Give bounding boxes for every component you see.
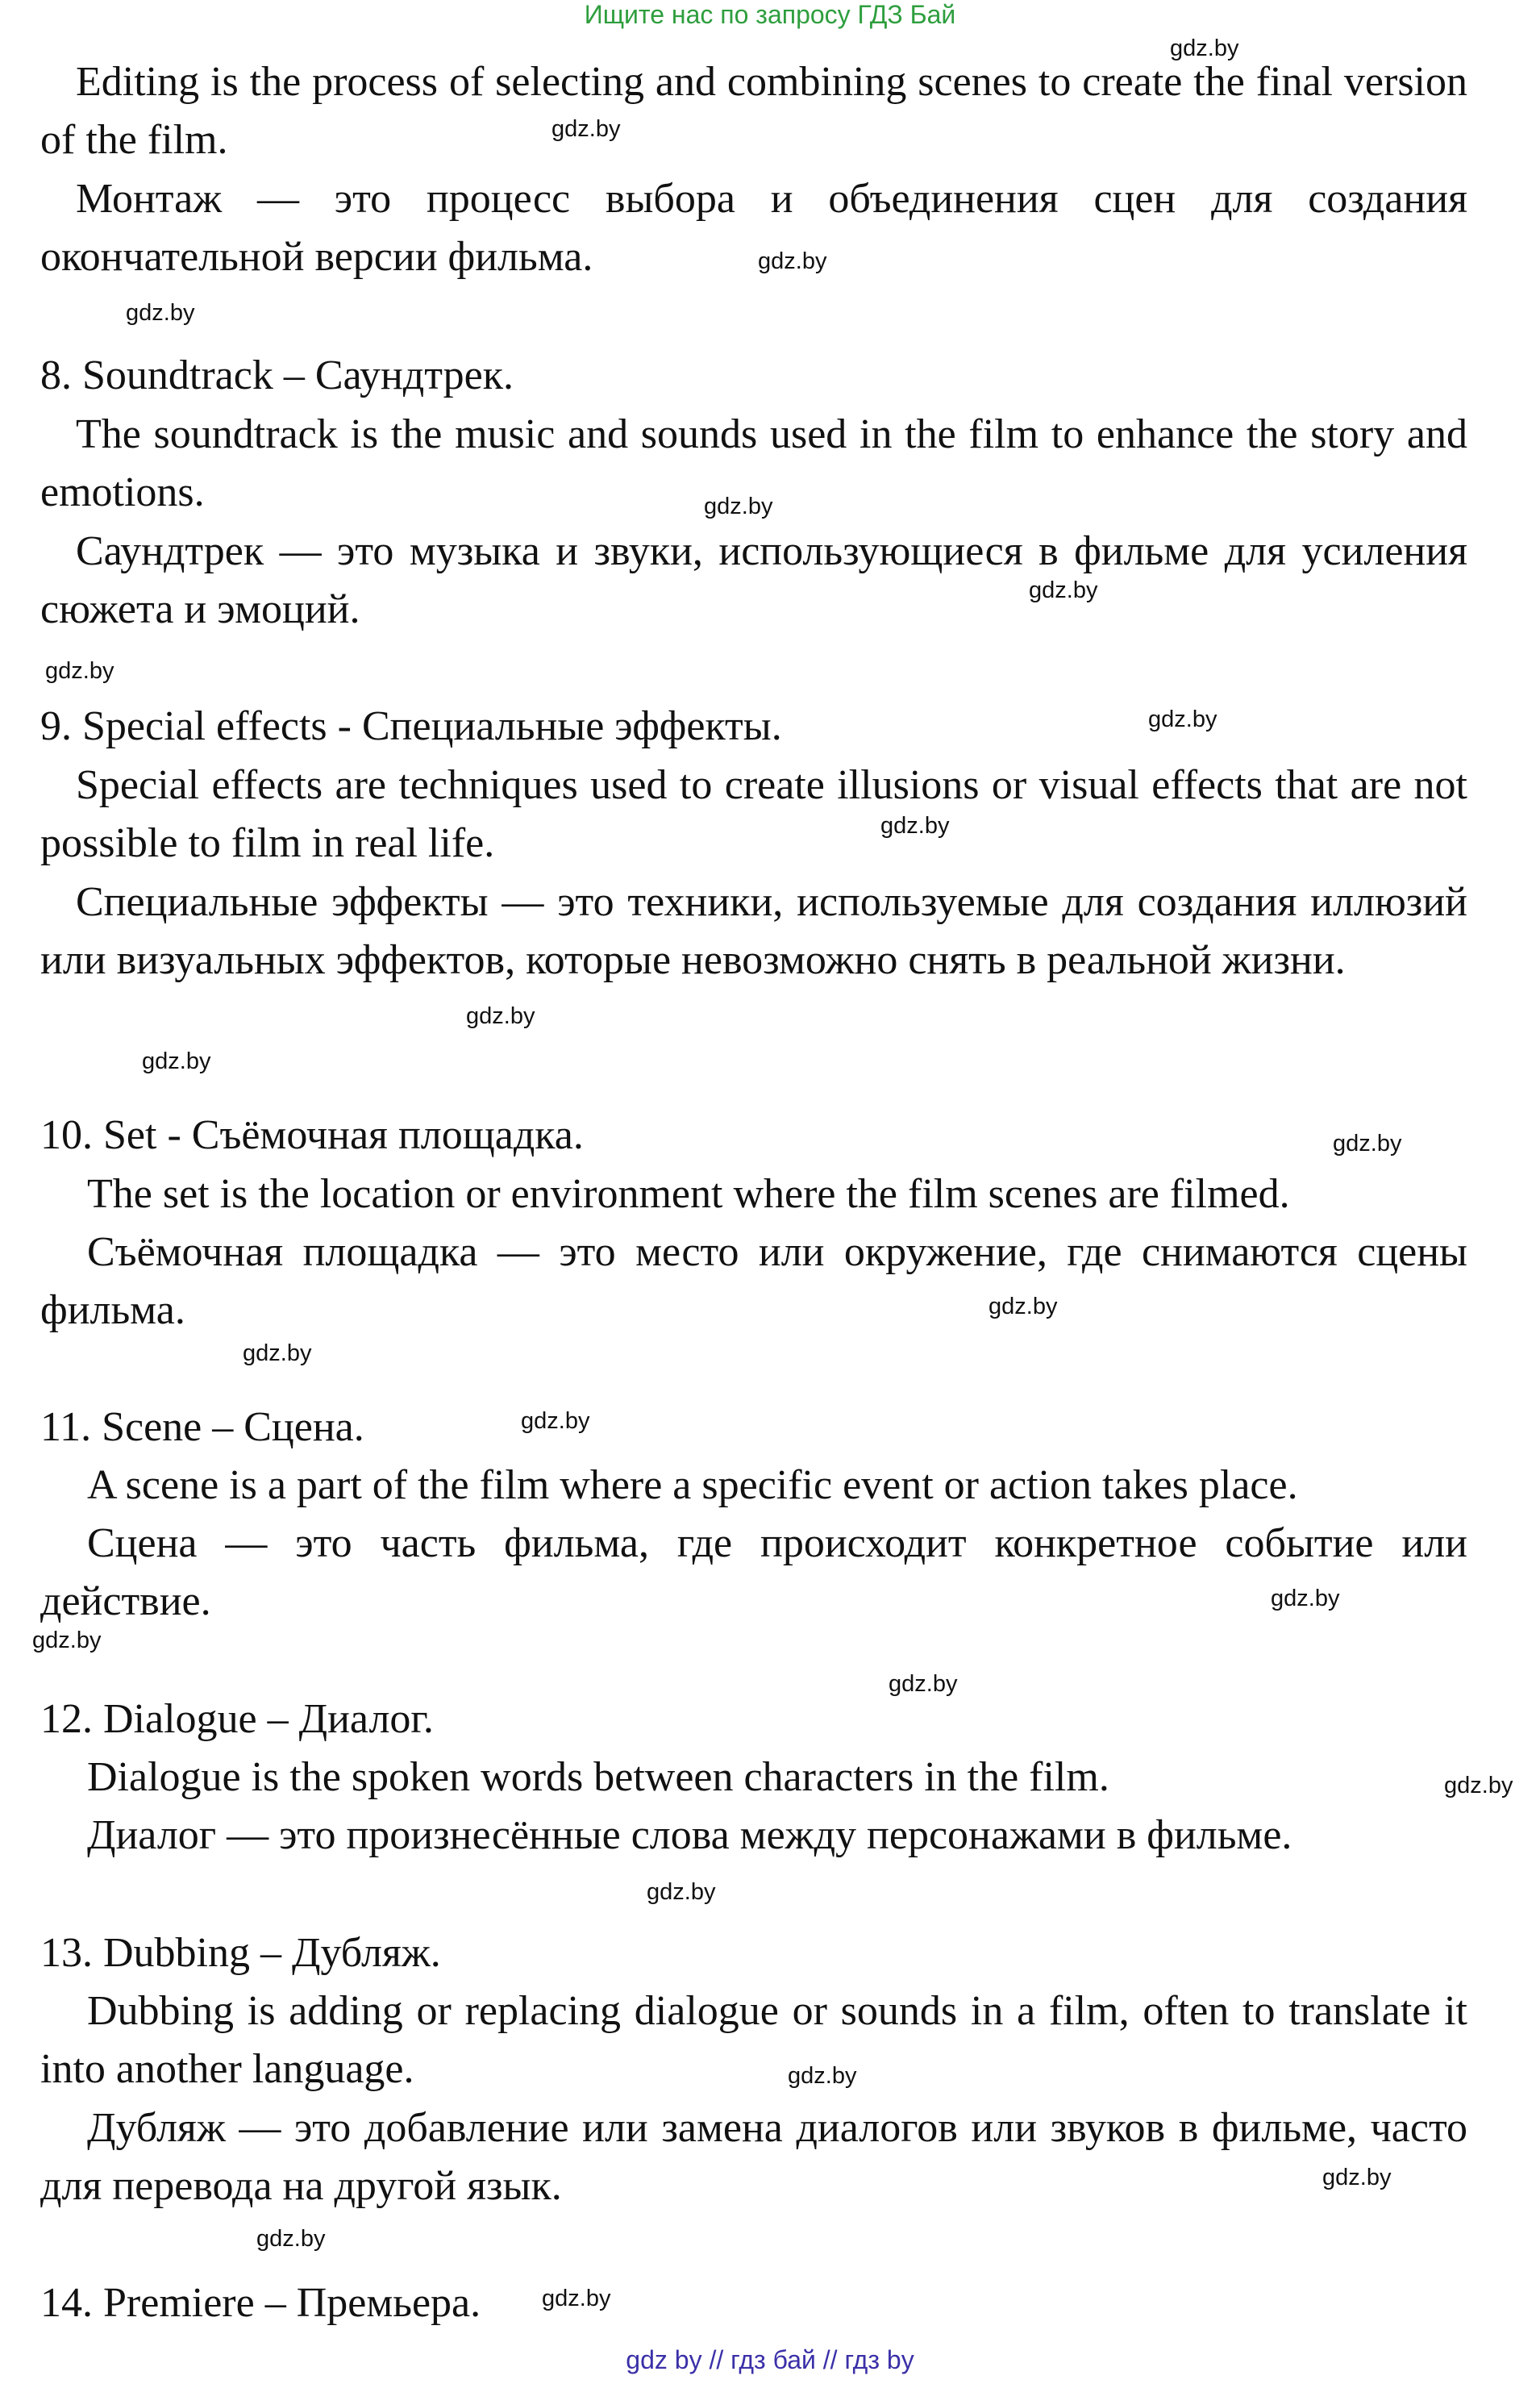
watermark: gdz.by — [1029, 577, 1098, 603]
watermark: gdz.by — [126, 300, 195, 326]
watermark: gdz.by — [32, 1628, 102, 1653]
watermark: gdz.by — [1333, 1131, 1402, 1157]
watermark: gdz.by — [551, 116, 621, 142]
footer-links: gdz by // гдз бай // гдз by — [626, 2345, 914, 2374]
item-heading-special-effects: 9. Special effects - Специальные эффекты. — [40, 703, 782, 749]
soundtrack-definition-en: The soundtrack is the music and sounds used in the film to enhance the story and emotions. — [40, 411, 1467, 515]
scene-definition-en: A scene is a part of the film where a specific event or action takes place. — [87, 1462, 1298, 1508]
item-heading-dubbing: 13. Dubbing – Дубляж. — [40, 1930, 441, 1976]
dialogue-definition-ru: Диалог — это произнесённые слова между персонажами в фильме. — [87, 1812, 1292, 1858]
dubbing-definition-ru: Дубляж — это добавление или замена диалогов или звуков в фильме, часто для перевода на другой язык. — [40, 2105, 1467, 2209]
watermark: gdz.by — [1170, 35, 1239, 61]
set-definition-ru: Съёмочная площадка — это место или окружение, где снимаются сцены фильма. — [40, 1229, 1467, 1333]
watermark: gdz.by — [1271, 1586, 1340, 1611]
item-heading-set: 10. Set - Съёмочная площадка. — [40, 1112, 584, 1158]
watermark: gdz.by — [45, 658, 114, 684]
watermark: gdz.by — [1148, 706, 1217, 732]
watermark: gdz.by — [989, 1294, 1058, 1319]
editing-definition-ru: Монтаж — это процесс выбора и объединения сцен для создания окончательной версии фильма. — [40, 176, 1467, 280]
item-heading-scene: 11. Scene – Сцена. — [40, 1404, 364, 1450]
scene-definition-ru: Сцена — это часть фильма, где происходит конкретное событие или действие. — [40, 1520, 1467, 1624]
watermark: gdz.by — [142, 1048, 211, 1074]
special-effects-definition-ru: Специальные эффекты — это техники, используемые для создания иллюзий или визуальных эффектов, которые невозможно снять в реальной жизни. — [40, 879, 1467, 983]
watermark: gdz.by — [758, 248, 827, 274]
watermark: gdz.by — [788, 2063, 857, 2089]
watermark: gdz.by — [243, 1340, 312, 1366]
watermark: gdz.by — [704, 494, 773, 519]
item-heading-dialogue: 12. Dialogue – Диалог. — [40, 1696, 434, 1742]
dialogue-definition-en: Dialogue is the spoken words between characters in the film. — [87, 1754, 1109, 1800]
dubbing-definition-en: Dubbing is adding or replacing dialogue or sounds in a film, often to translate it into another language. — [40, 1988, 1467, 2092]
watermark: gdz.by — [880, 813, 950, 839]
soundtrack-definition-ru: Саундтрек — это музыка и звуки, использующиеся в фильме для усиления сюжета и эмоций. — [40, 528, 1467, 632]
watermark: gdz.by — [466, 1003, 535, 1029]
item-heading-premiere: 14. Premiere – Премьера. — [40, 2280, 481, 2326]
watermark: gdz.by — [256, 2226, 326, 2252]
watermark: gdz.by — [1444, 1773, 1513, 1798]
watermark: gdz.by — [542, 2286, 611, 2311]
watermark: gdz.by — [521, 1408, 590, 1434]
editing-definition-en: Editing is the process of selecting and combining scenes to create the final version of the film. — [40, 59, 1467, 163]
item-heading-soundtrack: 8. Soundtrack – Саундтрек. — [40, 352, 514, 398]
watermark: gdz.by — [647, 1879, 716, 1905]
search-hint-header: Ищите нас по запросу ГДЗ Бай — [584, 0, 956, 29]
watermark: gdz.by — [1322, 2165, 1392, 2190]
watermark: gdz.by — [889, 1671, 958, 1697]
special-effects-definition-en: Special effects are techniques used to create illusions or visual effects that are not possible to film in real life. — [40, 762, 1467, 866]
set-definition-en: The set is the location or environment where the film scenes are filmed. — [87, 1171, 1290, 1217]
